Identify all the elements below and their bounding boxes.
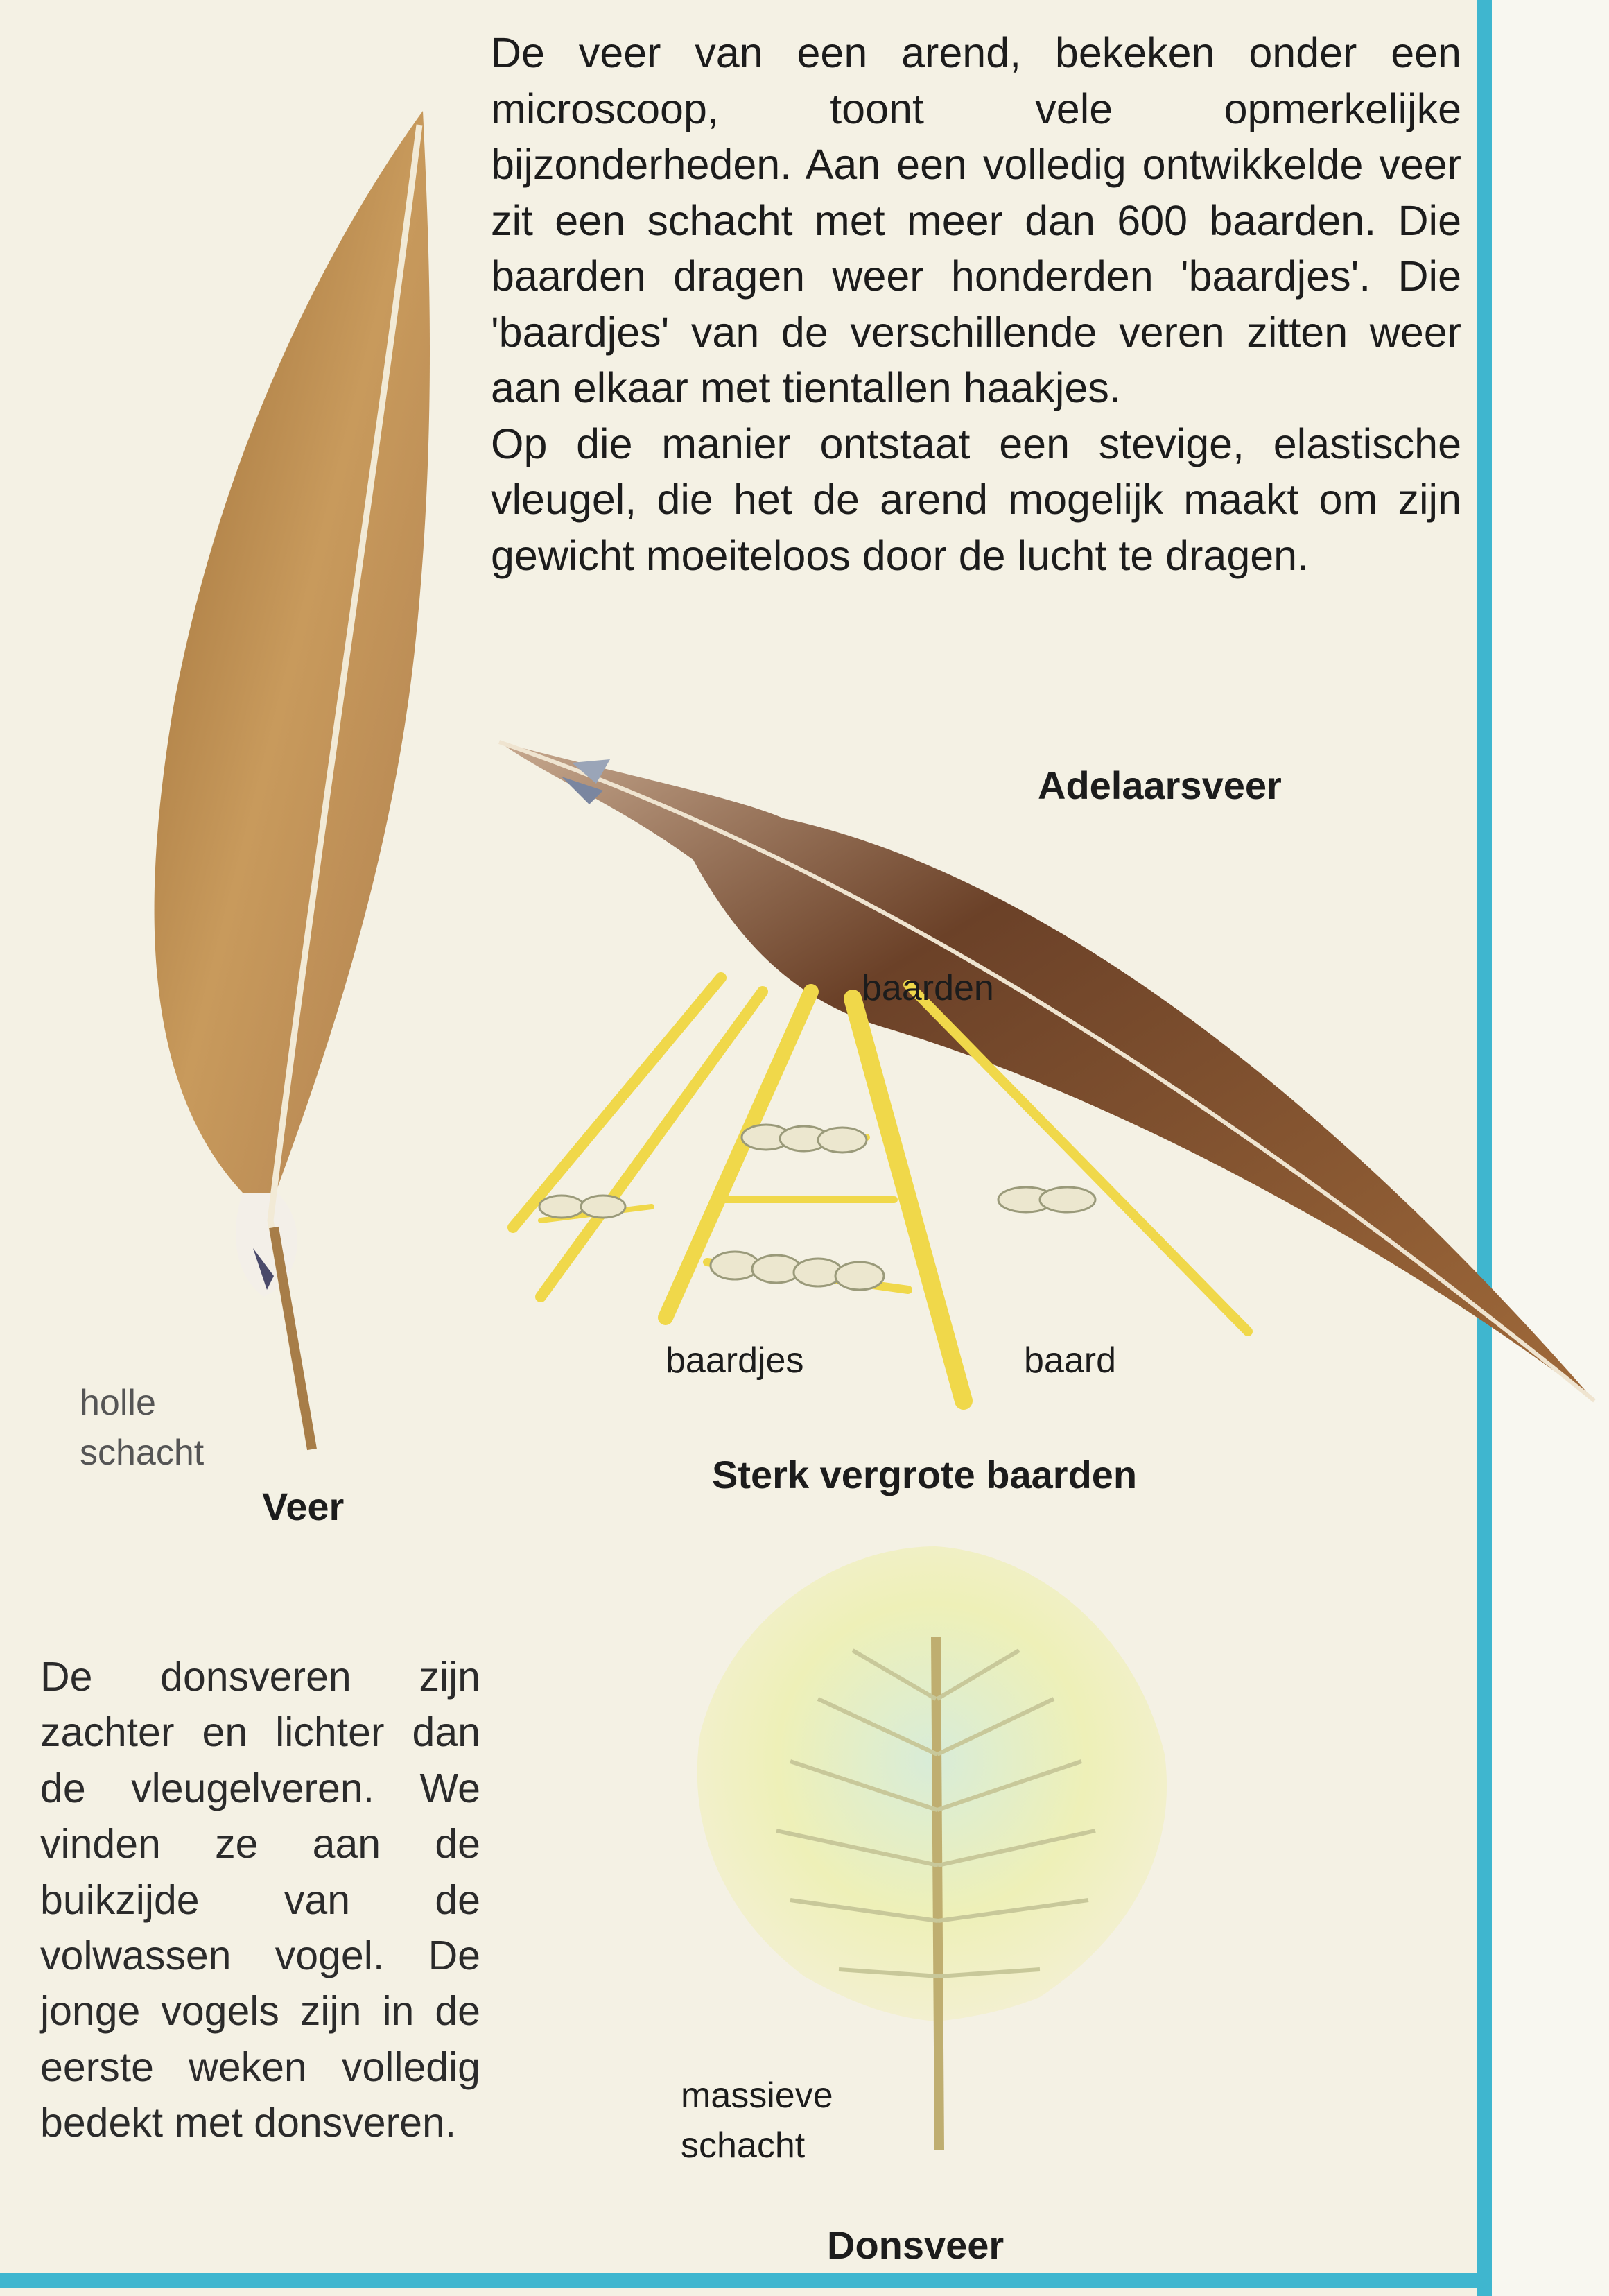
intro-paragraph-2: Op die manier ontstaat een stevige, elastische vleugel, die het de arend mogelijk maakt om zijn gewicht moeiteloos door de lucht te dragen. [491,420,1461,579]
frame-border-bottom [0,2273,1492,2288]
eagle-feather-caption: Adelaarsveer [1038,763,1282,807]
magnified-barbs-caption: Sterk vergrote baarden [712,1453,1138,1496]
solid-shaft-label-line1: massieve [681,2075,833,2116]
down-feather-caption: Donsveer [827,2223,1004,2267]
hollow-shaft-label-line2: schacht [80,1433,205,1473]
hollow-shaft-label-line1: holle [80,1383,156,1423]
feather-caption: Veer [262,1485,345,1528]
intro-text [491,25,1461,583]
barbules-label: baardjes [666,1340,804,1381]
intro-paragraph-1: De veer van een arend, bekeken onder een microscoop, toont vele opmerkelijke bijzonderheden. Aan een volledig ontwikkelde veer zit een schacht met meer dan 600 baarden. Die baarden dragen weer honderden 'baardjes'. Die 'baardjes' van de verschillende veren zitten weer aan elkaar met tientallen haakjes. [491,29,1461,411]
barbs-label: baarden [862,968,994,1008]
solid-shaft-label-line2: schacht [681,2125,806,2166]
barb-label: baard [1024,1340,1116,1381]
down-feather-description: De donsveren zijn zachter en lichter dan de vleugelveren. We vinden ze aan de buikzijde van de volwassen vogel. De jonge vogels zijn in de eerste weken volledig bedekt met donsveren. [40,1654,480,2146]
